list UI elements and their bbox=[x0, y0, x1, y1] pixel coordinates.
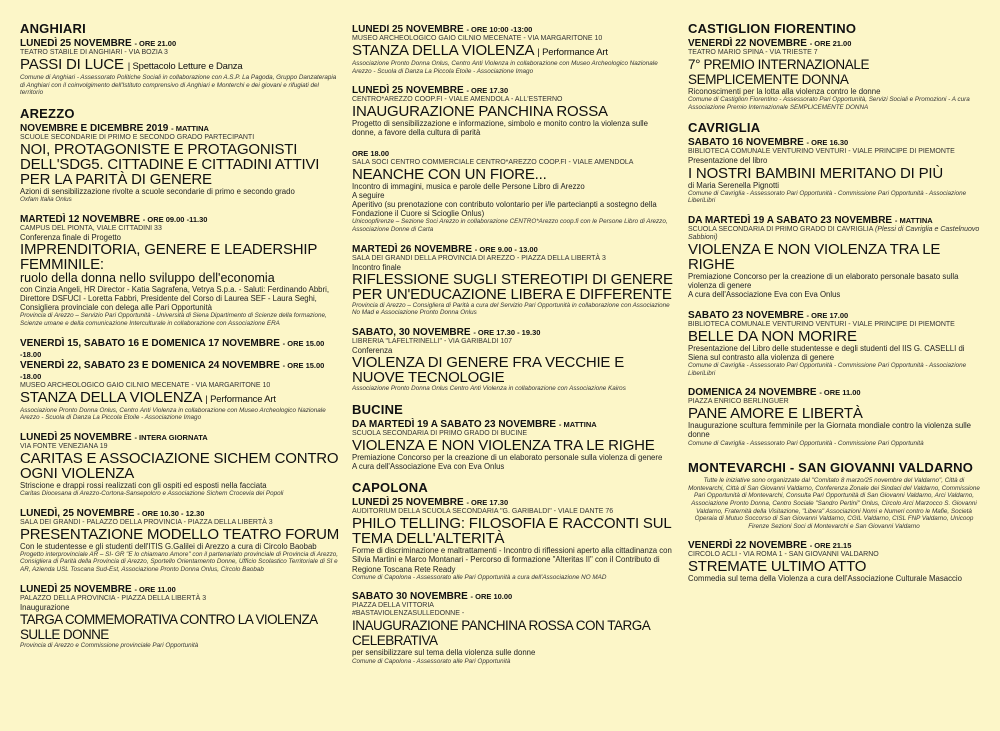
event-description: Incontro di immagini, musica e parole delle Persone Libro di Arezzo bbox=[352, 181, 585, 191]
event-title: STANZA DELLA VIOLENZA | Performance Art bbox=[352, 42, 608, 59]
event-title: IMPRENDITORIA, GENERE E LEADERSHIP FEMMINILE: bbox=[20, 240, 317, 273]
event-date: VENERDÌ 22 NOVEMBRE - ORE 21.00 bbox=[688, 38, 852, 49]
event-date: LUNEDÌ 25 NOVEMBRE - ORE 17.30 bbox=[352, 497, 509, 509]
column-middle bbox=[352, 24, 674, 731]
event-credit: Provincia di Arezzo – Consigliera di Parità a cura del Servizio Pari Opportunità in collaborazione con Associazione No Mad e Associazione Pronto Donna Onlus bbox=[352, 301, 670, 317]
town-heading-arezzo: AREZZO bbox=[20, 105, 75, 121]
event-place: PIAZZA DELLA VITTORIA bbox=[352, 602, 434, 610]
event-date: SABATO 23 NOVEMBRE - ORE 17.00 bbox=[688, 309, 849, 321]
event-organizer: A cura dell'Associazione Eva con Eva Onlus bbox=[688, 290, 841, 300]
event-arezzo-10 bbox=[352, 244, 674, 317]
event-title: NOI, PROTAGONISTE E PROTAGONISTI DELL'SDG5. CITTADINE E CITTADINI ATTIVI PER LA PARITÀ DI GENERE bbox=[20, 140, 320, 188]
event-title: 7° PREMIO INTERNAZIONALE SEMPLICEMENTE DONNA bbox=[688, 57, 870, 87]
event-date: LUNEDÌ, 25 NOVEMBRE - ORE 10.30 - 12.30 bbox=[20, 507, 205, 519]
event-arezzo-5 bbox=[20, 508, 340, 574]
event-capolona-2 bbox=[352, 591, 674, 665]
event-hashtag: #BASTAVIOLENZASULLEDONNE - bbox=[352, 610, 465, 618]
event-followup: A seguire bbox=[352, 190, 385, 200]
event-date: MARTEDÌ 12 NOVEMBRE - ORE 09.00 -11.30 bbox=[20, 213, 208, 225]
event-place: SCUOLE SECONDARIE DI PRIMO E SECONDO GRADO PARTECIPANTI bbox=[20, 133, 255, 141]
column-left bbox=[20, 22, 340, 729]
organizers-list: Tutte le iniziative sono organizzate dal "Comitato 8 marzo/25 novembre del Valdarno", Città di Montevarchi, Città di San Giovanni Valdarno, Conferenza Zonale dei Sindaci del Valdarno, Commissione Pari Opportunità di Montevarchi, Consulta Pari Opportunità di San Giovanni Valdarno, Arci Valdarno, Associazione Pronto Donna, Centro Sociale "Sandro Pertini" Onlus, Circolo Arci Marzocco S. Giovanni Valdarno, Fraternità della Visitazione, "Libera" Associazioni Nomi e Numeri contro le Mafie, Società Operaia di Mutuo Soccorso di San Giovanni Valdarno, CGIL Valdarno, CISL FNP Valdarno, Unicoop Firenze Sezioni Soci di Montevarchi e San Giovanni Valdarno bbox=[688, 477, 980, 530]
event-date: VENERDÌ 22 NOVEMBRE - ORE 21.15 bbox=[688, 540, 852, 552]
event-date: LUNEDÌ 25 NOVEMBRE - ORE 17.30 bbox=[352, 85, 509, 97]
event-description: Premiazione Concorso per la creazione di un elaborato personale basato sulla violenza di genere bbox=[688, 271, 959, 291]
event-date: SABATO 16 NOVEMBRE - ORE 16.30 bbox=[688, 137, 849, 149]
event-kind: Incontro finale bbox=[352, 262, 401, 272]
event-place: SCUOLA SECONDARIA DI PRIMO GRADO DI CAVRIGLIA (Plessi di Cavriglia e Castelnuovo Sabbioni) bbox=[688, 225, 980, 241]
event-description: Commedia sul tema della Violenza a cura dell'Associazione Culturale Masaccio bbox=[688, 574, 962, 584]
event-description: per sensibilizzare sul tema della violenza sulle donne bbox=[352, 648, 536, 658]
event-date: LUNEDÌ 25 NOVEMBRE - ORE 21.00 bbox=[20, 38, 177, 49]
event-credit: Associazione Pronto Donna Onlus Centro Anti Violenza in collaborazione con Associazione Kairos bbox=[352, 385, 626, 393]
event-arezzo-1 bbox=[20, 123, 340, 204]
event-place: PALAZZO DELLA PROVINCIA - PIAZZA DELLA LIBERTÀ 3 bbox=[20, 594, 207, 602]
event-place: SALA SOCI CENTRO COMMERCIALE CENTRO*AREZZO COOP.FI - VIALE AMENDOLA bbox=[352, 158, 634, 166]
event-arezzo-3 bbox=[20, 338, 340, 422]
event-place: SALA DEI GRANDI DELLA PROVINCIA DI AREZZO - PIAZZA DELLA LIBERTÀ 3 bbox=[352, 254, 606, 262]
event-title: VIOLENZA E NON VIOLENZA TRA LE RIGHE bbox=[688, 240, 941, 273]
event-credit: Provincia di Arezzo e Commissione provinciale Pari Opportunità bbox=[20, 641, 199, 649]
event-kind: Conferenza bbox=[352, 345, 393, 355]
event-title: VIOLENZA DI GENERE FRA VECCHIE E NUOVE TECNOLOGIE bbox=[352, 354, 625, 387]
town-heading-montevarchi: MONTEVARCHI - SAN GIOVANNI VALDARNO bbox=[688, 460, 974, 476]
event-place: SCUOLA SECONDARIA DI PRIMO GRADO DI BUCINE bbox=[352, 429, 528, 437]
event-place: CIRCOLO ACLI - VIA ROMA 1 - SAN GIOVANNI VALDARNO bbox=[688, 551, 879, 559]
event-date: LUNEDÌ 25 NOVEMBRE - ORE 11.00 bbox=[20, 583, 176, 595]
event-date: DOMENICA 24 NOVEMBRE - ORE 11.00 bbox=[688, 387, 861, 399]
event-arezzo-9 bbox=[352, 148, 674, 234]
event-date: SABATO, 30 NOVEMBRE - ORE 17.30 - 19.30 bbox=[352, 326, 541, 338]
event-credit: Comune di Cavriglia - Assessorato Pari Opportunità - Commissione Pari Opportunità bbox=[688, 439, 924, 447]
event-description: Forme di discriminazione e maltrattamenti - Incontro di riflessioni aperto alla cittadinanza con Silvia Martini e Marco Montanari - Percorso di formazione "Alteritas II" con il Contributo di Regione Toscana Rete Ready bbox=[352, 546, 672, 574]
event-anghiari-1 bbox=[20, 38, 340, 97]
event-credit: Unicoopfirenze – Sezione Soci Arezzo in collaborazione CENTRO*Arezzo coop.fi con le Persone Libro di Arezzo, Associazione Donne di Carta bbox=[352, 218, 668, 233]
event-arezzo-4 bbox=[20, 432, 340, 498]
event-subtitle: ruolo della donna nello sviluppo dell'economia bbox=[20, 270, 275, 285]
event-credit: Comune di Cavriglia - Assessorato Pari Opportunità - Commissione Pari Opportunità - Associazione LiberiLibri bbox=[688, 189, 967, 205]
event-description: Progetto di sensibilizzazione e informazione, simbolo e monito contro la violenza sulle donne, a favore della cultura di parità bbox=[352, 119, 649, 138]
town-heading-capolona: CAPOLONA bbox=[352, 480, 428, 496]
event-place: CAMPUS DEL PIONTA, VIALE CITTADINI 33 bbox=[20, 224, 162, 232]
event-date: LUNEDÌ 25 NOVEMBRE - INTERA GIORNATA bbox=[20, 431, 208, 443]
event-title: PRESENTAZIONE MODELLO TEATRO FORUM bbox=[20, 525, 340, 543]
event-description: con Cinzia Angeli, HR Director - Katia Sagrafena, Vetrya S.p.a. - Saluti: Ferdinando Abbri, Direttore DSFUCI - Loretta Fabbri, Presidente del Corso di Laurea SEF - Laura Seghi, Consigliera provinciale con delega alle Pari Opportunità bbox=[20, 284, 330, 313]
event-description: Con le studentesse e gli studenti dell'ITIS G.Galilei di Arezzo a cura di Circolo Baobab bbox=[20, 541, 317, 551]
column-right bbox=[688, 22, 980, 729]
event-description: Striscione e drappi rossi realizzati con gli ospiti ed esposti nella facciata bbox=[20, 480, 267, 490]
event-place: MUSEO ARCHEOLOGICO GAIO CILNIO MECENATE - VIA MARGARITONE 10 bbox=[20, 381, 271, 389]
event-place: TEATRO MARIO SPINA - VIA TRIESTE 7 bbox=[688, 49, 818, 56]
event-castiglion-1 bbox=[688, 38, 980, 111]
event-title: TARGA COMMEMORATIVA CONTRO LA VIOLENZA SULLE DONNE bbox=[20, 611, 317, 642]
event-arezzo-11 bbox=[352, 327, 674, 393]
event-credit: Comune di Capolona - Assessorato alle Pari Opportunità a cura dell'Associazione NO MAD bbox=[352, 573, 607, 581]
event-arezzo-6 bbox=[20, 584, 340, 650]
event-date: DA MARTEDÌ 19 A SABATO 23 NOVEMBRE - MATTINA bbox=[352, 418, 597, 430]
montevarchi-intro bbox=[688, 477, 980, 530]
event-description: Inaugurazione scultura femminile per la Giornata mondiale contro la violenza sulle donne bbox=[688, 421, 972, 440]
event-credit: Comune di Anghiari - Assessorato Politiche Sociali in collaborazione con A.S.P. La Pagoda, Gruppo Danzaterapia di Anghiari con il coinvolgimento dell'Istituto comprensivo di Anghiari e Monterchi e dei giovani e rifugiati del territorio bbox=[20, 74, 337, 97]
event-date: SABATO 30 NOVEMBRE - ORE 10.00 bbox=[352, 591, 513, 603]
event-title: RIFLESSIONE SUGLI STEREOTIPI DI GENERE PER UN'EDUCAZIONE LIBERA E DIFFERENTE bbox=[352, 270, 673, 303]
town-heading-bucine: BUCINE bbox=[352, 401, 404, 417]
event-author: di Maria Serenella Pignotti bbox=[688, 180, 780, 190]
event-credit: Comune di Castiglion Fiorentino - Assessorato Pari Opportunità, Servizi Sociali e Promozioni - A cura Associazione Premio Internazionale SEMPLICEMENTE DONNA bbox=[688, 96, 970, 111]
event-description: Azioni di sensibilizzazione rivolte a scuole secondarie di primo e secondo grado bbox=[20, 186, 295, 196]
event-place: MUSEO ARCHEOLOGICO GAIO CILNIO MECENATE - VIA MARGARITONE 10 bbox=[352, 35, 603, 42]
event-title: PASSI DI LUCE | Spettacolo Letture e Danza bbox=[20, 56, 243, 73]
event-date: DA MARTEDÌ 19 A SABATO 23 NOVEMBRE - MATTINA bbox=[688, 214, 933, 226]
event-place: BIBLIOTECA COMUNALE VENTURINO VENTURI - VIALE PRINCIPE DI PIEMONTE bbox=[688, 148, 955, 156]
town-heading-castiglion: CASTIGLION FIORENTINO bbox=[688, 22, 857, 36]
event-arezzo-7 bbox=[352, 24, 674, 75]
event-cavriglia-1 bbox=[688, 137, 980, 205]
event-description: Premiazione Concorso per la creazione di un elaborato personale sulla violenza di genere bbox=[352, 452, 663, 462]
event-title: I NOSTRI BAMBINI MERITANO DI PIÙ bbox=[688, 164, 944, 182]
event-title: STREMATE ULTIMO ATTO bbox=[688, 558, 867, 576]
event-place: LIBRERIA "LAFELTRINELLI" - VIA GARIBALDI 107 bbox=[352, 337, 513, 345]
event-title: NEANCHE CON UN FIORE... bbox=[352, 165, 547, 183]
event-capolona-1 bbox=[352, 497, 674, 581]
event-credit: Progetto interprovinciale AR – SI- GR "E lo chiamano Amore" con il partenariato provinciale di Provincia di Arezzo, Consigliera di Parità della Provincia di Arezzo, Sportello Orientamento Donne, Ufficio Scolastico Territoriale di SI e AR, Azienda USL Toscana Sud-Est, Associazione Pronto Donna Onlus, Circolo Baobab bbox=[20, 550, 339, 573]
event-credit: Associazione Pronto Donna Onlus, Centro Anti Violenza in collaborazione con Museo Archeologico Nazionale Arezzo - Scuola di Danza La Piccola Etoile - Associazione Imago bbox=[352, 60, 658, 75]
event-kind: Inaugurazione bbox=[20, 602, 70, 612]
event-title: INAUGURAZIONE PANCHINA ROSSA CON TARGA CELEBRATIVA bbox=[352, 618, 650, 649]
event-arezzo-8 bbox=[352, 85, 674, 137]
event-title: PHILO TELLING: FILOSOFIA E RACCONTI SUL TEMA DELL'ALTERITÀ bbox=[352, 515, 671, 548]
event-credit: Comune di Capolona - Assessorato alle Pari Opportunità bbox=[352, 657, 511, 665]
event-title: CARITAS E ASSOCIAZIONE SICHEM CONTRO OGNI VIOLENZA bbox=[20, 449, 339, 482]
event-description: Presentazione del Libro delle studentesse e degli studenti del IIS G. CASELLI di Siena sul contrasto alla violenza di genere bbox=[688, 343, 965, 362]
event-title: VIOLENZA E NON VIOLENZA TRA LE RIGHE bbox=[352, 436, 655, 454]
event-credit: Associazione Pronto Donna Onlus, Centro Anti Violenza in collaborazione con Museo Archeologico Nazionale Arezzo - Scuola di Danza La Piccola Etoile - Associazione Imago bbox=[20, 406, 326, 422]
event-credit: Caritas Diocesana di Arezzo-Cortona-Sansepolcro e Associazione Sichem Crocevia dei Popoli bbox=[20, 489, 284, 497]
event-title: PANE AMORE E LIBERTÀ bbox=[688, 405, 863, 423]
event-date: NOVEMBRE E DICEMBRE 2019 - MATTINA bbox=[20, 122, 209, 134]
event-place: BIBLIOTECA COMUNALE VENTURINO VENTURI - VIALE PRINCIPE DI PIEMONTE bbox=[688, 320, 955, 328]
event-place: TEATRO STABILE DI ANGHIARI - VIA BOZIA 3 bbox=[20, 49, 168, 56]
event-place: CENTRO*AREZZO COOP.FI - VIALE AMENDOLA - ALL'ESTERNO bbox=[352, 96, 563, 104]
event-organizer: A cura dell'Associazione Eva con Eva Onlus bbox=[352, 461, 505, 471]
event-title: STANZA DELLA VIOLENZA | Performance Art bbox=[20, 388, 276, 406]
event-aperitivo: Aperitivo (su prenotazione con contributo volontario per i/le partecianpti a sostegno della Fondazione il Cuore si Scioglie Onlus) bbox=[352, 200, 657, 219]
event-date: VENERDÌ 15, SABATO 16 E DOMENICA 17 NOVEMBRE - ORE 15.00 -18.00 bbox=[20, 337, 325, 359]
town-heading-anghiari: ANGHIARI bbox=[20, 22, 86, 36]
event-cavriglia-4 bbox=[688, 387, 980, 447]
event-kind: Conferenza finale di Progetto bbox=[20, 232, 121, 242]
event-montevarchi-1 bbox=[688, 540, 980, 583]
event-title: BELLE DA NON MORIRE bbox=[688, 327, 857, 345]
event-kind: Presentazione del libro bbox=[688, 156, 768, 166]
event-arezzo-2 bbox=[20, 214, 340, 328]
town-heading-cavriglia: CAVRIGLIA bbox=[688, 120, 761, 136]
event-bucine-1 bbox=[352, 419, 674, 471]
event-date: LUNEDÌ 25 NOVEMBRE - ORE 10:00 -13:00 bbox=[352, 24, 533, 35]
event-place: VIA FONTE VENEZIANA 19 bbox=[20, 442, 108, 450]
event-cavriglia-3 bbox=[688, 310, 980, 378]
event-date-2: VENERDÌ 22, SABATO 23 E DOMENICA 24 NOVEMBRE - ORE 15.00 -18.00 bbox=[20, 359, 325, 381]
event-date: MARTEDÌ 26 NOVEMBRE - ORE 9.00 - 13.00 bbox=[352, 243, 538, 255]
event-credit: Comune di Cavriglia - Assessorato Pari Opportunità - Commissione Pari Opportunità - Associazione LiberiLibri bbox=[688, 362, 967, 377]
event-credit: Oxfam Italia Onlus bbox=[20, 195, 72, 203]
event-date: ORE 18.00 bbox=[352, 148, 390, 158]
event-place: AUDITORIUM DELLA SCUOLA SECONDARIA "G. GARIBALDI" - VIALE DANTE 76 bbox=[352, 508, 614, 516]
event-cavriglia-2 bbox=[688, 215, 980, 300]
event-description: Riconoscimenti per la lotta alla violenza contro le donne bbox=[688, 87, 881, 96]
event-title: INAUGURAZIONE PANCHINA ROSSA bbox=[352, 103, 608, 121]
event-credit: Provincia di Arezzo – Servizio Pari Opportunità - Università di Siena Dipartimento di Scienze della formazione, Scienze umane e della comunicazione Interculturale in collaborazione con Associazione ERA bbox=[20, 312, 327, 327]
event-place: PIAZZA ENRICO BERLINGUER bbox=[688, 398, 789, 406]
event-place: SALA DEI GRANDI - PALAZZO DELLA PROVINCIA - PIAZZA DELLA LIBERTÀ 3 bbox=[20, 518, 273, 526]
